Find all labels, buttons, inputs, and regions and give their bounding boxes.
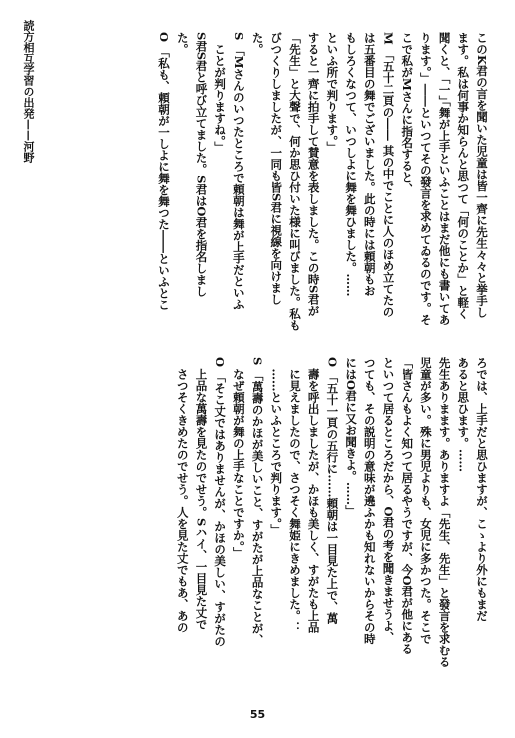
text-line: このK君の言を聞いた児童は皆一齊に先生々々と挙手し [475,32,489,318]
text-line: 壽を呼出しましたが、かほも美しく、すがたも上品 [306,357,321,633]
text-line: にはO君に又お聞きよ。……」 [344,357,359,517]
text-line: ことが判りますね。」 [213,32,228,153]
page-number: 55 [249,708,266,721]
text-line: あると思ひます。…… [456,357,471,472]
text-line: 「皆さんもよく知つて居るやうですが、今O君が他にある [400,357,415,655]
text-line: ります。」――といつてその發言を求めてゐるのです。そ [418,32,433,326]
text-line: 先生ありまます。ありますよ「先生、先生」と發言を求むる [437,357,452,668]
text-line: 上品な萬壽を見たのでせう。Sハイ、一目見た丈で [194,357,209,630]
text-line: に見えましたので、さつそく舞姫にきめました。： [287,357,302,633]
text-line: 聞くと、「一｣｢舞が上手といふことはまだ他にも書いてあ [437,32,452,326]
text-line: さつそくきめたのでせう。人を見た丈でもあ、あの [175,357,190,633]
text-line: た。 [175,32,190,55]
text-line: といつて居るところだから、O君の考を聞きませうよ、 [381,357,396,644]
text-line: M 「五十二頁の―― 其の中でことに人のほめ立てたの [381,32,396,318]
text-line: こで私がMさんに指名すると、 [400,32,415,195]
upper-text-block [154,32,491,340]
text-line: つても、その説明の意味が遶ふかも知れないからその時 [362,357,377,645]
text-line: なぜ頼朝が舞の上手なことですか。」 [231,357,246,559]
lower-text-block [173,357,491,682]
text-line: 児童が多い。殊に男児よりも、女児に多かつた。そこで [418,357,433,645]
text-line: ます。私は何事か知らんと思つて「何のことか」と軽く [456,32,471,320]
text-line: O 「私も、頼朝が一しよに舞を舞つた――といふとこ [157,32,172,311]
text-line: O 「そこ丈ではありませんが、かほの美しい、すがたの [213,357,228,648]
text-line: 「先生」と大聲で、何か思ひ付いた様に叫びました。私も [287,32,302,331]
text-line: O 「五十一頁の五行に……頼朝は一目見た上で、萬 [325,357,340,625]
text-line: S君S君と呼び立てました。S君はO君を指名しまし [194,32,209,297]
text-line: は五番目の舞でございました。此の時には頼朝もお [362,32,377,297]
text-line: S 「Mさんのいつたところで頼朝は舞が上手だといふ [231,32,246,311]
text-line: びつくりしましたが、一同も皆S君に視線を向けまし [269,32,284,305]
text-line: すると一齊に拍手して賛意を表しました。この時S君が [306,32,321,317]
text-line: ろでは、上手だと思ひますが、こゝより外にもまだ [475,357,489,622]
text-line: ……といふところで判ります。」 [269,357,284,536]
text-line: もしろくなつて、いつしよに舞を舞ひました。…… [344,32,359,297]
text-line: といふ所で判ります。」 [325,32,340,153]
running-head: 読方相互学習の出発——河野 [22,20,35,163]
text-line: S 「萬壽のかほが美しいこと、すがたが上品なことが、 [250,357,265,646]
text-line: た。 [250,32,265,55]
